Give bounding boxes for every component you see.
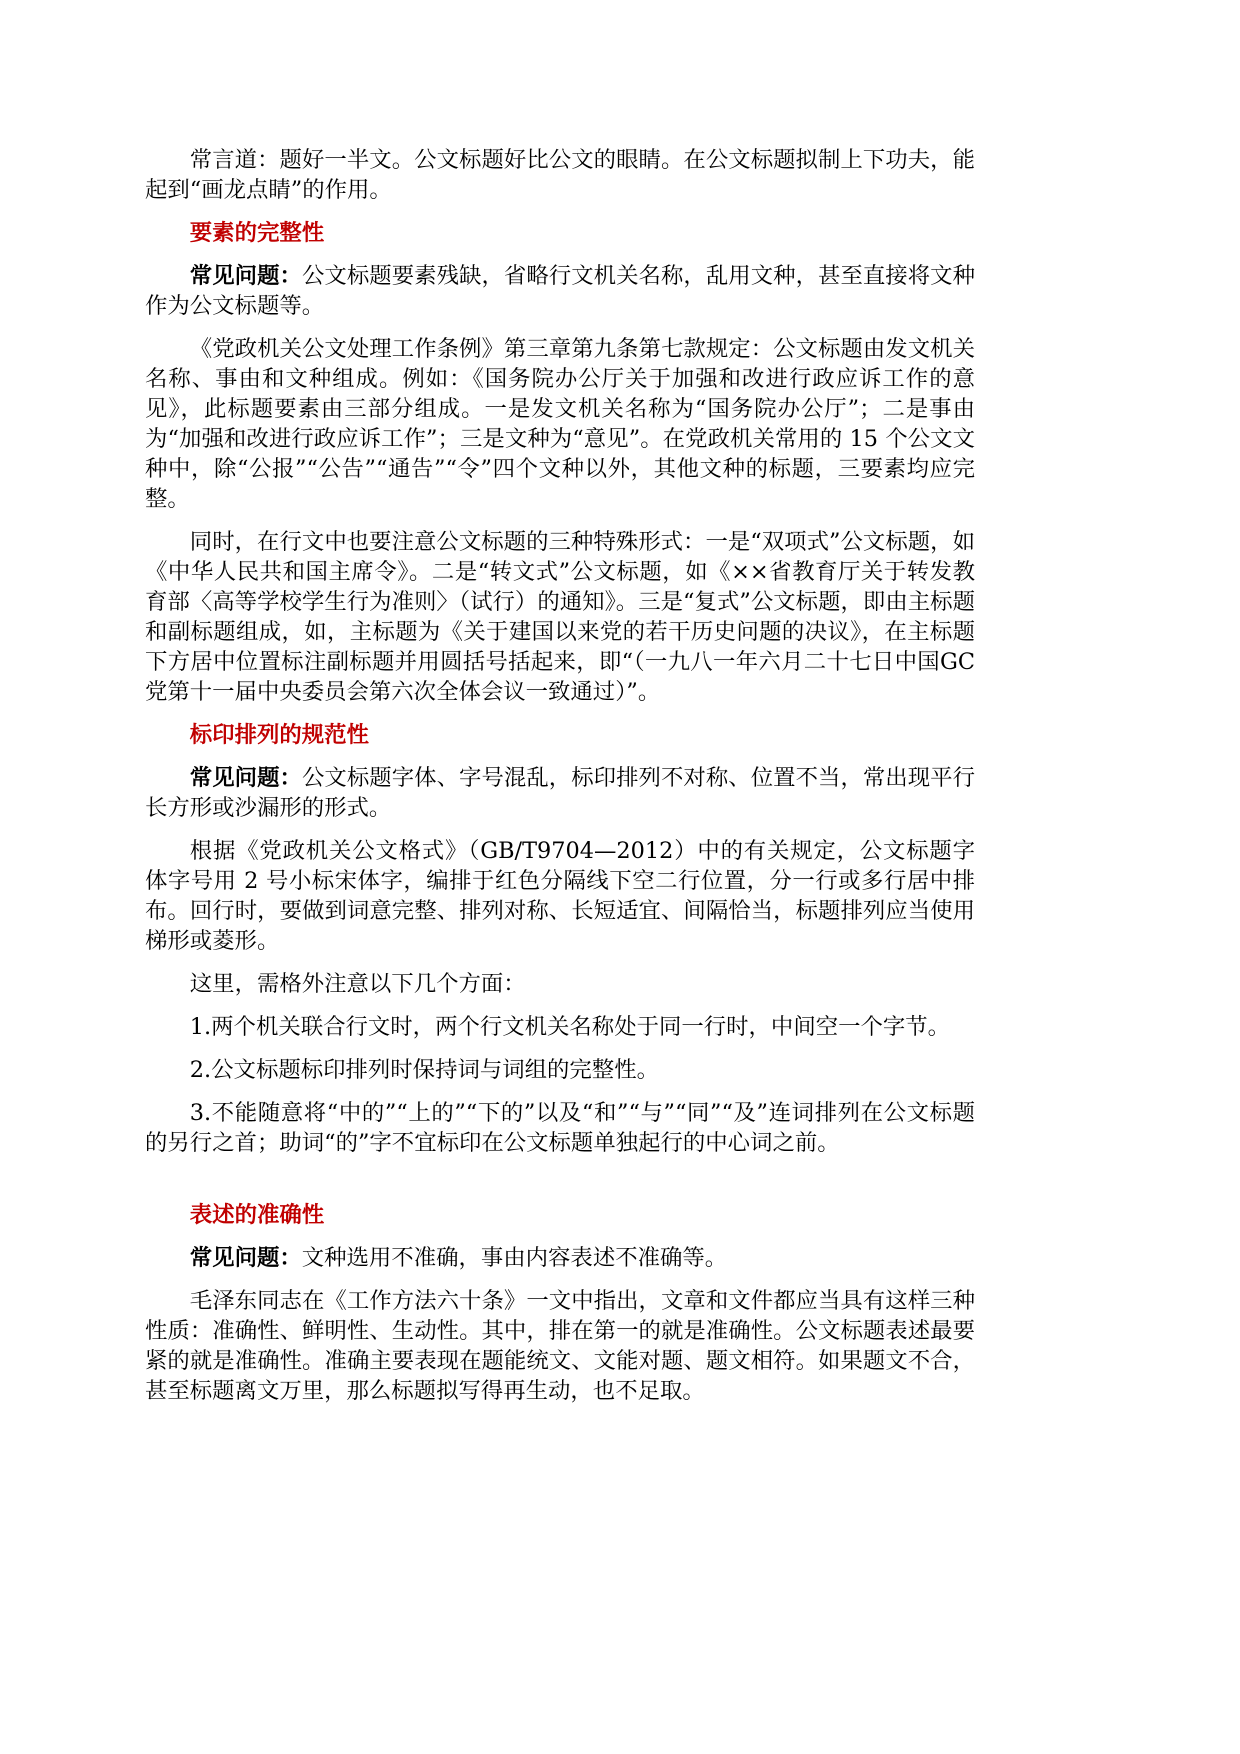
section-heading: 表述的准确性 <box>189 1202 325 1228</box>
body-paragraph: 《党政机关公文处理工作条例》第三章第九条第七款规定：公文标题由发文机关名称、事由和文种组成。例如：《国务院办公厅关于加强和改进行政应诉工作的意见》，此标题要素由三部分组成。一是发文机关名称为“国务院办公厅”；二是事由为“加强和改进行政应诉工作”；三是文种为“意见”。在党政机关常用的 15 个公文文种中，除“公报”“公告”“通告”“令”四个文种以外，其他文种的标题，三要素均应完整。 <box>145 336 975 512</box>
common-problem-paragraph <box>145 1243 975 1273</box>
document-body <box>145 145 975 1419</box>
common-problem-label: 常见问题： <box>189 1245 302 1271</box>
common-problem-text: 公文标题字体、字号混乱，标印排列不对称、位置不当，常出现平行长方形或沙漏形的形式。 <box>145 765 976 821</box>
body-paragraph: 毛泽东同志在《工作方法六十条》一文中指出，文章和文件都应当具有这样三种性质：准确性、鲜明性、生动性。其中，排在第一的就是准确性。公文标题表述最要紧的就是准确性。准确主要表现在题能统文、文能对题、题文相符。如果题文不合，甚至标题离文万里，那么标题拟写得再生动，也不足取。 <box>145 1288 975 1404</box>
intro-paragraph: 常言道：题好一半文。公文标题好比公文的眼睛。在公文标题拟制上下功夫，能起到“画龙点睛”的作用。 <box>145 147 975 203</box>
common-problem-label: 常见问题： <box>189 263 302 289</box>
section-heading: 标印排列的规范性 <box>189 722 369 748</box>
section-heading: 要素的完整性 <box>189 220 325 246</box>
common-problem-paragraph <box>145 261 975 321</box>
common-problem-label: 常见问题： <box>189 765 302 791</box>
common-problem-paragraph <box>145 763 975 823</box>
section-expression-accuracy <box>145 1200 975 1406</box>
list-item: 3.不能随意将“中的”“上的”“下的”以及“和”“与”“同”“及”连词排列在公文标题的另行之首；助词“的”字不宜标印在公文标题单独起行的中心词之前。 <box>145 1100 975 1156</box>
body-paragraph: 根据《党政机关公文格式》（GB/T9704—2012）中的有关规定，公文标题字体字号用 2 号小标宋体字，编排于红色分隔线下空二行位置，分一行或多行居中排布。回行时，要做到词意完整、排列对称、长短适宜、间隔恰当，标题排列应当使用梯形或菱形。 <box>145 838 975 954</box>
common-problem-text: 文种选用不准确，事由内容表述不准确等。 <box>301 1245 728 1271</box>
body-paragraph: 同时，在行文中也要注意公文标题的三种特殊形式：一是“双项式”公文标题，如《中华人民共和国主席令》。二是“转文式”公文标题，如《××省教育厅关于转发教育部〈高等学校学生行为准则〉（试行）的通知》。三是“复式”公文标题，即由主标题和副标题组成，如，主标题为《关于建国以来党的若干历史问题的决议》，在主标题下方居中位置标注副标题并用圆括号括起来，即“（一九八一年六月二十七日中国GC党第十一届中央委员会第六次全体会议一致通过）”。 <box>145 529 975 705</box>
common-problem-text: 公文标题要素残缺，省略行文机关名称，乱用文种，甚至直接将文种作为公文标题等。 <box>145 263 976 319</box>
list-item: 1.两个机关联合行文时，两个行文机关名称处于同一行时，中间空一个字节。 <box>189 1014 951 1040</box>
list-item: 2.公文标题标印排列时保持词与词组的完整性。 <box>189 1057 659 1083</box>
section-layout-standard <box>145 720 975 1158</box>
body-paragraph: 这里，需格外注意以下几个方面： <box>189 971 526 997</box>
section-element-completeness <box>145 218 975 707</box>
numbered-list <box>145 1012 975 1158</box>
